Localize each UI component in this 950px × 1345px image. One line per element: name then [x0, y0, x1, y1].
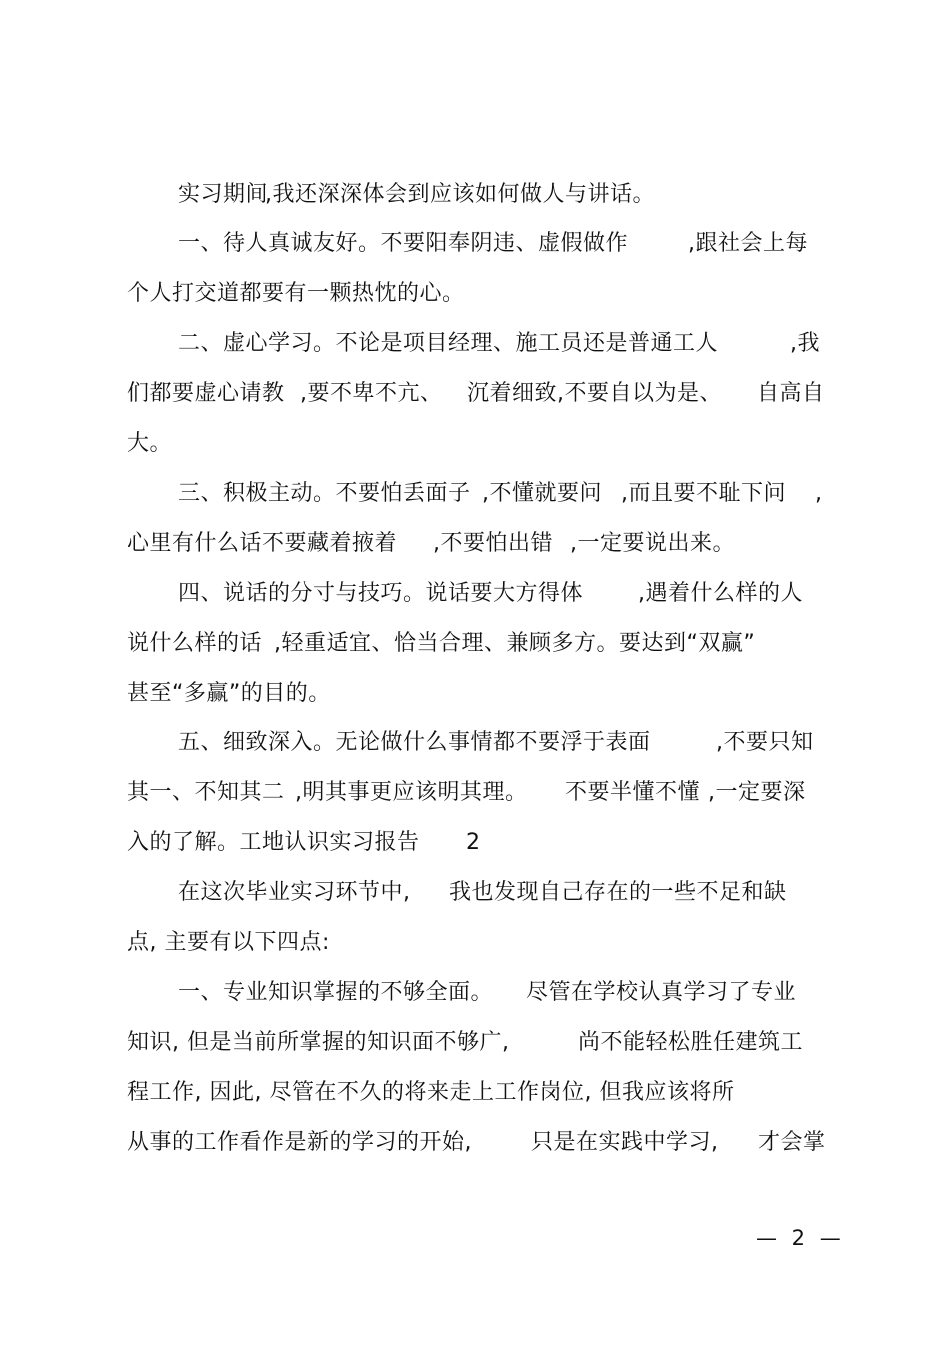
text-line [0, 224, 950, 264]
text-segment: ,跟社会上每 [688, 231, 808, 256]
text-line [0, 474, 950, 514]
text-line [0, 324, 950, 364]
text-line [0, 1123, 950, 1163]
text-segment: 四、说话的分寸与技巧。说话要大方得体 [178, 581, 584, 606]
text-segment: 在这次毕业实习环节中, [178, 880, 411, 905]
text-segment: 知识, 但是当前所掌握的知识面不够广, [127, 1030, 510, 1055]
text-segment: 一、待人真诚友好。不要阳奉阴违、虚假做作 [178, 231, 629, 256]
text-segment: 大。 [127, 431, 173, 456]
text-line [0, 723, 950, 763]
text-line [0, 524, 950, 564]
text-segment: ,而且要不耻下问 [621, 481, 786, 506]
text-segment: 程工作, 因此, 尽管在不久的将来走上工作岗位, 但我应该将所 [127, 1080, 735, 1105]
text-line [0, 274, 950, 314]
text-segment: ,我 [790, 331, 820, 356]
text-line [0, 624, 950, 664]
text-segment: 二、虚心学习。不论是项目经理、施工员还是普通工人 [178, 331, 719, 356]
text-segment: 2 [466, 830, 481, 855]
text-segment: ,不懂就要问 [482, 481, 602, 506]
text-segment: ,轻重适宜、恰当合理、兼顾多方。要达到“双赢” [274, 631, 756, 656]
page-number: — 2 — [756, 1226, 845, 1250]
text-segment: 其一、不知其二 [127, 780, 285, 805]
text-segment: 沉着细致 [467, 381, 558, 406]
text-segment: ,不要自以为是、 [557, 381, 722, 406]
text-line [0, 923, 950, 963]
text-segment: 心里有什么话不要藏着掖着 [127, 531, 398, 556]
text-line [0, 1023, 950, 1063]
text-segment: ,一定要说出来。 [570, 531, 735, 556]
text-segment: 才会掌 [758, 1130, 826, 1155]
text-segment: ,一定要深 [708, 780, 806, 805]
text-line [0, 574, 950, 614]
text-line [0, 973, 950, 1013]
text-segment: ,我还深深体会到应该如何做人与讲话。 [265, 182, 655, 207]
text-segment: ,不要怕出错 [433, 531, 553, 556]
text-segment: 我也发现自己存在的一些不足和缺 [449, 880, 787, 905]
text-segment: , [815, 481, 823, 506]
text-segment: 不要半懂不懂 [565, 780, 701, 805]
text-segment: 点, 主要有以下四点: [127, 930, 330, 955]
text-segment: ,不要只知 [716, 730, 814, 755]
text-segment: 五、细致深入。无论做什么事情都不要浮于表面 [178, 730, 651, 755]
text-segment: ,要不卑不亢、 [300, 381, 443, 406]
text-segment: 们都要虚心请教 [127, 381, 285, 406]
text-segment: 自高自 [757, 381, 825, 406]
text-line [0, 374, 950, 414]
text-line [0, 424, 950, 464]
text-segment: 入的了解。工地认识实习报告 [127, 830, 420, 855]
text-segment: 个人打交道都要有一颗热忱的心。 [127, 281, 465, 306]
text-segment: 实习期间 [178, 182, 269, 207]
text-segment: 一、专业知识掌握的不够全面。 [178, 980, 494, 1005]
text-line [0, 823, 950, 863]
text-segment: 从事的工作看作是新的学习的开始, [127, 1130, 472, 1155]
text-segment: 甚至“多赢”的目的。 [127, 681, 331, 706]
text-line [0, 1073, 950, 1113]
text-line [0, 175, 950, 215]
text-line [0, 674, 950, 714]
text-segment: 尚不能轻松胜任建筑工 [578, 1030, 804, 1055]
text-segment: 只是在实践中学习, [531, 1130, 719, 1155]
text-segment: ,遇着什么样的人 [638, 581, 803, 606]
text-line [0, 773, 950, 813]
text-segment: 说什么样的话 [127, 631, 263, 656]
text-segment: ,明其事更应该明其理。 [295, 780, 528, 805]
text-line [0, 873, 950, 913]
text-segment: 尽管在学校认真学习了专业 [526, 980, 797, 1005]
text-segment: 三、积极主动。不要怕丢面子 [178, 481, 471, 506]
